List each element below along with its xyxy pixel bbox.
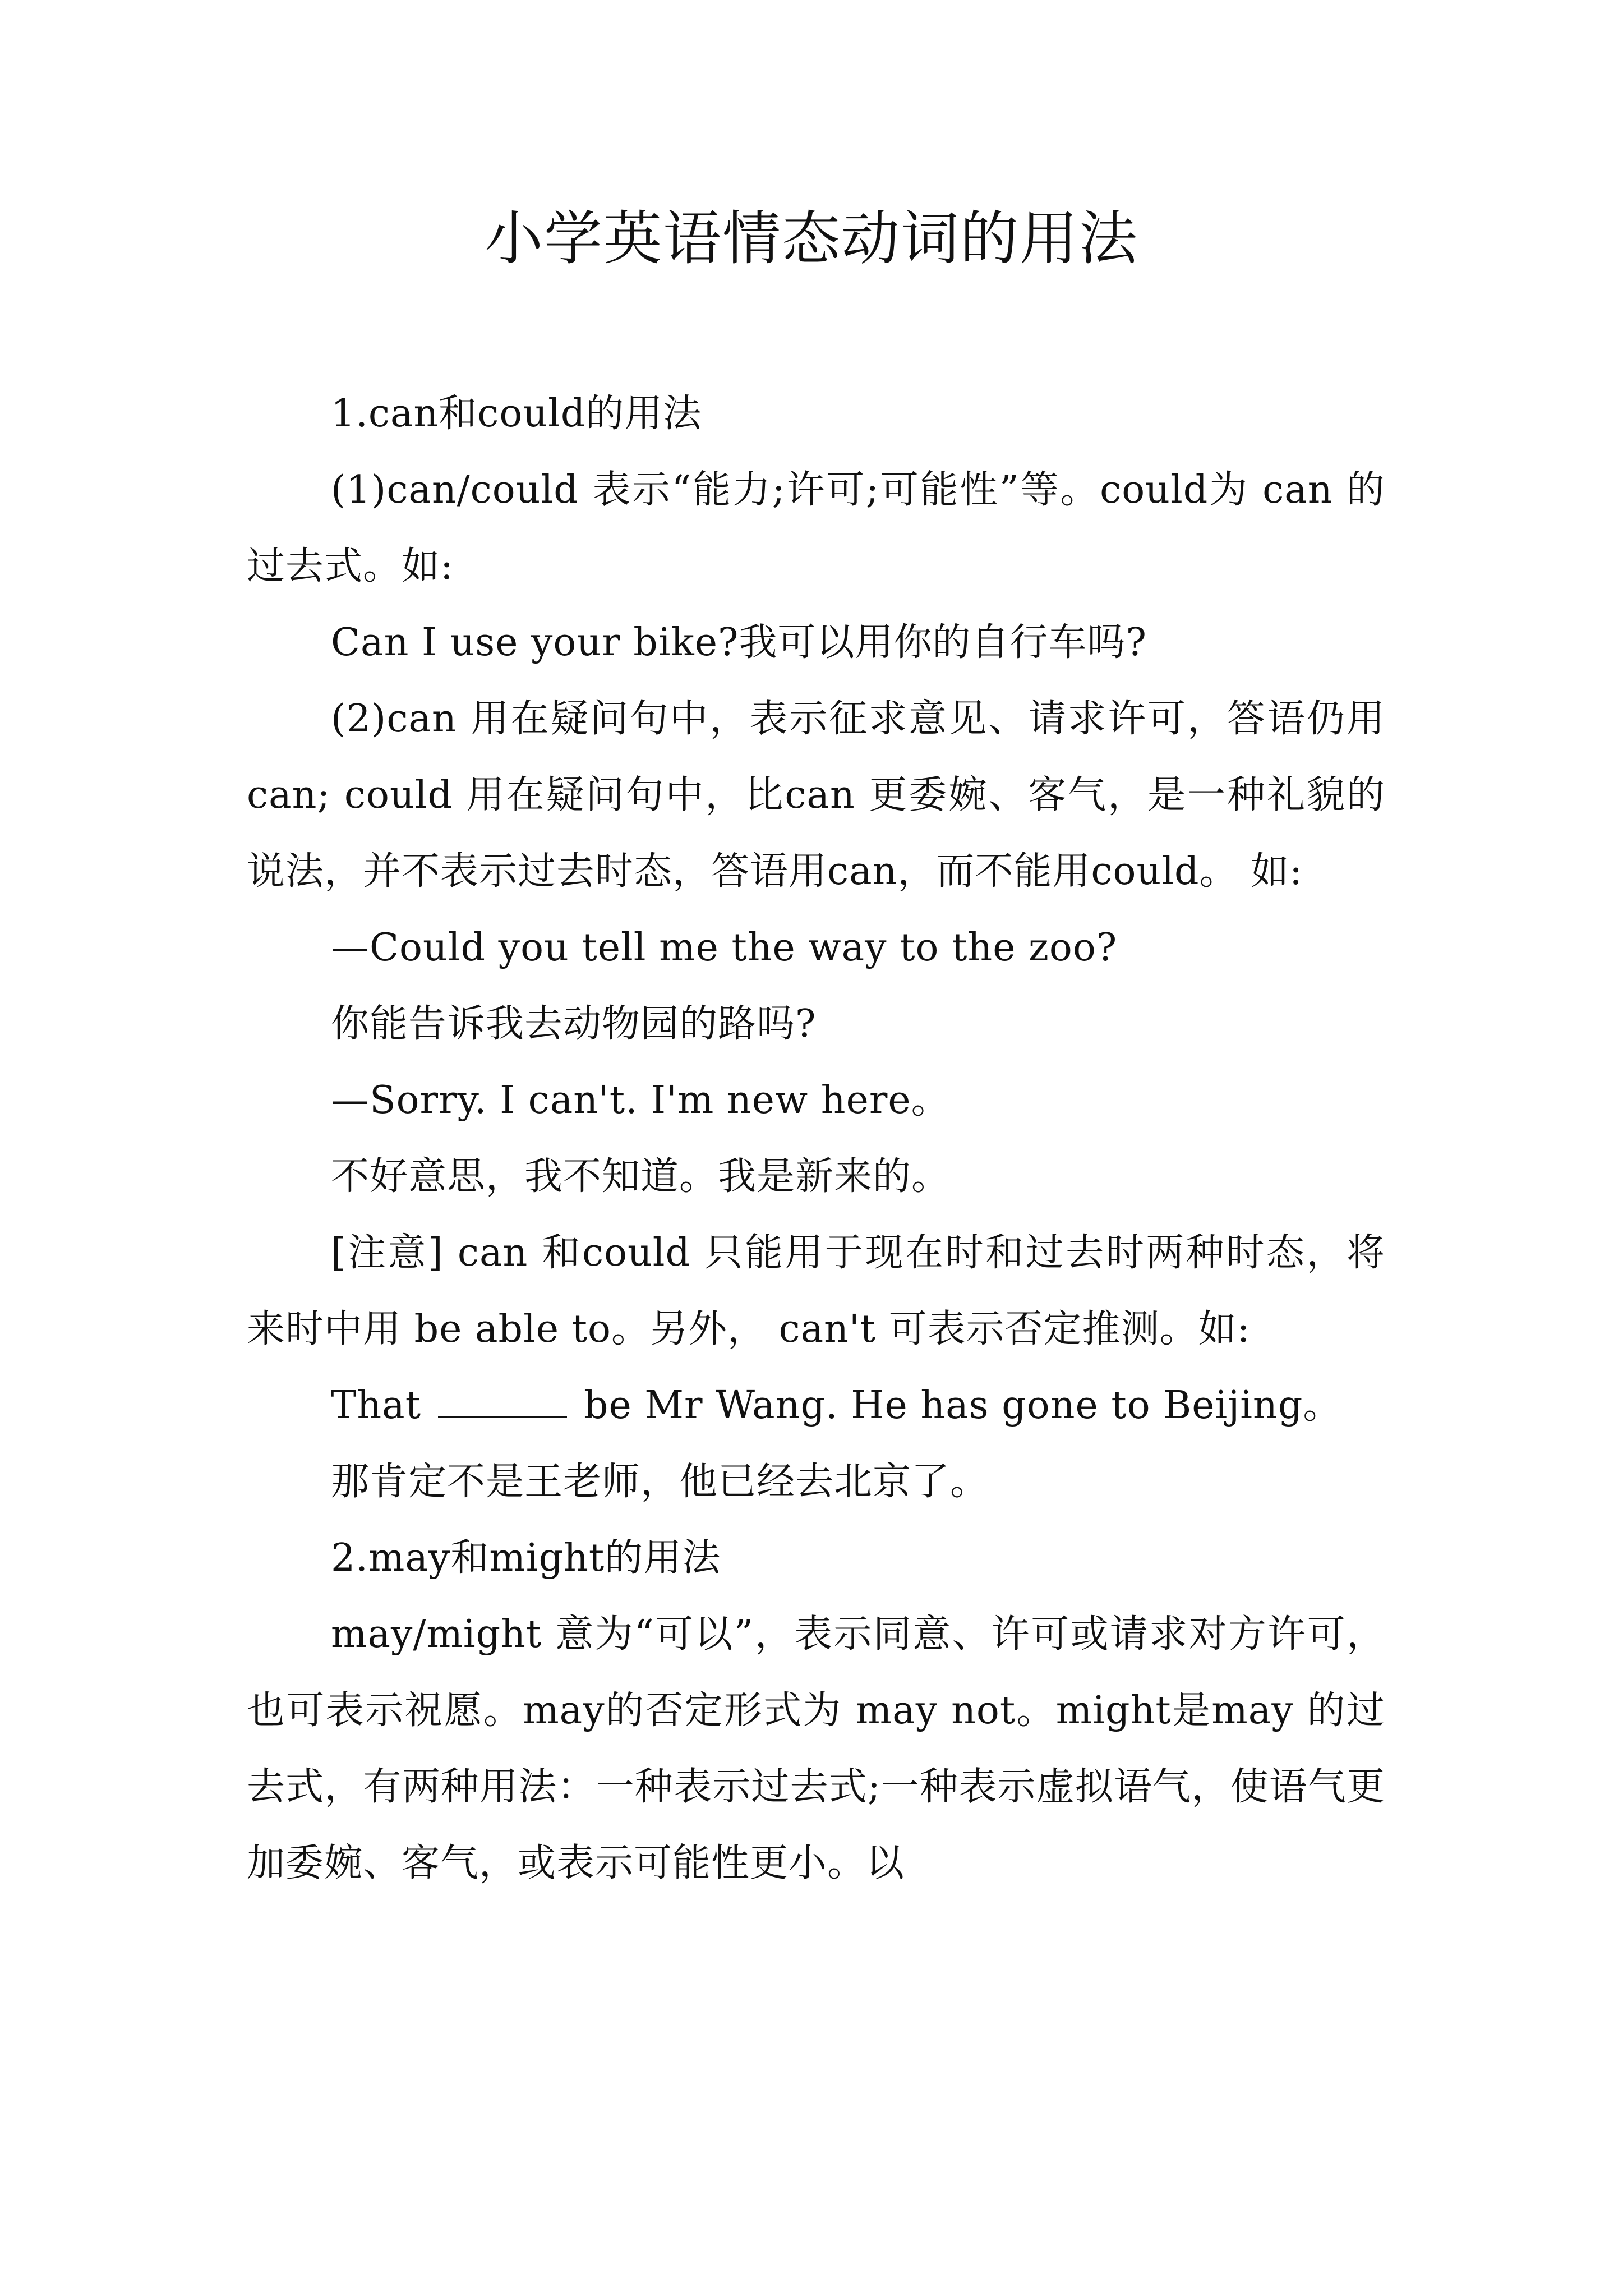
example-sentence-fill-blank [247, 1368, 1385, 1444]
fill-blank-before: That [331, 1383, 422, 1428]
paragraph-can-could-meaning: (1)can/could 表示“能力;许可;可能性”等。could为 can 的过去式。如: [247, 468, 1385, 588]
example-translation-wang: 那肯定不是王老师，他已经去北京了。 [331, 1460, 989, 1504]
section-heading-can-could: 1.can和could的用法 [331, 392, 702, 436]
document-title: 小学英语情态动词的用法 [484, 204, 1138, 273]
example-sentence-zoo: —Could you tell me the way to the zoo? [331, 926, 1118, 970]
fill-blank-after: be Mr Wang. He has gone to Beijing。 [584, 1383, 1342, 1428]
example-translation-zoo: 你能告诉我去动物园的路吗? [331, 1002, 817, 1046]
paragraph-note: [注意] can 和could 只能用于现在时和过去时两种时态，将来时中用 be able to。另外， can't 可表示否定推测。如: [247, 1231, 1385, 1351]
paragraph-can-could-questions: (2)can 用在疑问句中，表示征求意见、请求许可，答语仍用 can; could 用在疑问句中，比can 更委婉、客气，是一种礼貌的说法，并不表示过去时态，答语用can，而不能用could。 如: [247, 697, 1385, 894]
paragraph-may-might-meaning: may/might 意为“可以”，表示同意、许可或请求对方许可，也可表示祝愿。may的否定形式为 may not。might是may 的过去式，有两种用法：一种表示过去式;一种表示虚拟语气，使语气更加委婉、客气，或表示可能性更小。以 [247, 1612, 1385, 1885]
example-translation-sorry: 不好意思，我不知道。我是新来的。 [331, 1154, 951, 1199]
example-sentence-sorry: —Sorry. I can't. I'm new here。 [331, 1078, 950, 1122]
document-body [247, 376, 1385, 1902]
example-sentence-bike: Can I use your bike?我可以用你的自行车吗? [331, 620, 1147, 665]
section-heading-may-might: 2.may和might的用法 [331, 1536, 721, 1580]
fill-blank-line [438, 1383, 567, 1418]
